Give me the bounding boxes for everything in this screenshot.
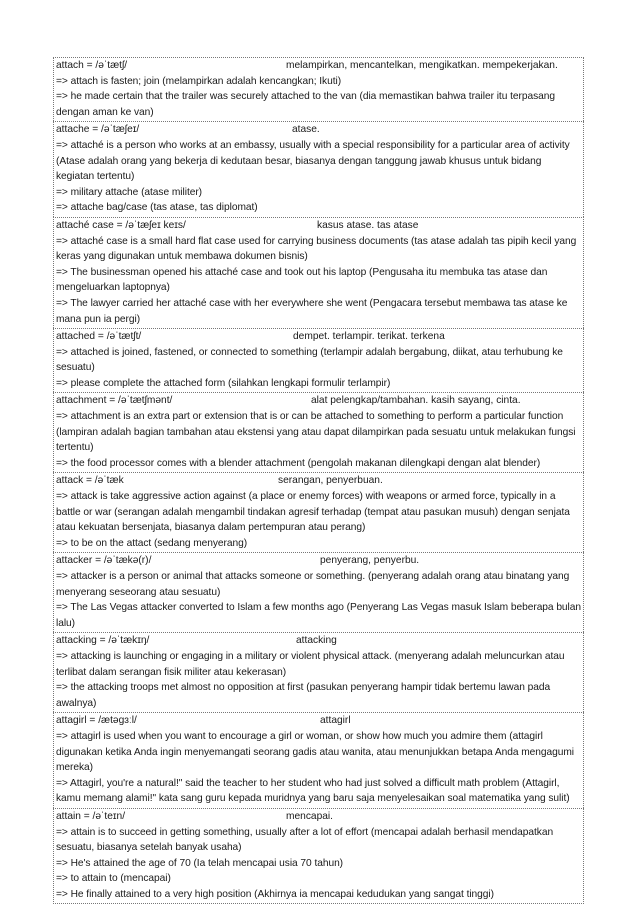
entry-headword-row [56, 633, 582, 649]
entry-line: => the food processor comes with a blender attachment (pengolah makanan dilengkapi dengan alat blender) [56, 457, 541, 469]
entry-headword-row [56, 393, 582, 409]
entry-headword-row [56, 473, 582, 489]
entry-headword-row [56, 713, 582, 729]
dictionary-entry [53, 552, 584, 632]
entry-line: => He's attained the age of 70 (Ia telah mencapai usia 70 tahun) [56, 857, 344, 869]
entry-translation: attagirl [320, 715, 351, 727]
entry-line: => The Las Vegas attacker converted to Islam a few months ago (Penyerang Las Vegas masuk Islam beberapa bulan lalu) [56, 602, 581, 629]
entry-line: => He finally attained to a very high position (Akhirnya ia mencapai kedudukan yang sangat tinggi) [56, 888, 494, 900]
entry-headword-row [56, 329, 582, 345]
entry-line: => attached is joined, fastened, or connected to something (terlampir adalah bergabung, diikat, atau terhubung ke sesuatu) [56, 346, 563, 374]
entry-term: attache = /əˈtæʃeɪ/ [56, 124, 140, 136]
dictionary-entry [53, 392, 584, 472]
entry-translation: penyerang, penyerbu. [320, 555, 420, 567]
entry-translation: kasus atase. tas atase [317, 219, 419, 231]
dictionary-entry [53, 217, 584, 328]
entry-line: => attach is fasten; join (melampirkan adalah kencangkan; Ikuti) [56, 75, 342, 87]
entry-translation: alat pelengkap/tambahan. kasih sayang, cinta. [311, 395, 521, 407]
entry-term: attain = /əˈteɪn/ [56, 810, 126, 822]
entry-translation: melampirkan, mencantelkan, mengikatkan. mempekerjakan. [286, 60, 558, 71]
entry-term: attachment = /əˈtætʃmənt/ [56, 395, 173, 407]
entry-term: attagirl = /ætəgɜːl/ [56, 715, 137, 727]
entry-line: => attaché is a person who works at an embassy, usually with a special responsibility for a particular area of activity (Atase adalah orang yang bekerja di kedutaan besar, biasanya dengan tanggung jawab khusus untuk bidang kegiatan tertentu) [56, 139, 570, 183]
entry-line: => attaché case is a small hard flat case used for carrying business documents (tas atase adalah tas pipih kecil yang keras yang digunakan untuk membawa dokumen bisnis) [56, 235, 577, 263]
dictionary-entry [53, 328, 584, 392]
entry-translation: mencapai. [286, 810, 334, 822]
entry-line: => military attache (atase militer) [56, 186, 203, 198]
entry-headword-row [56, 553, 582, 569]
entry-headword-row [56, 809, 582, 825]
entry-term: attack = /əˈtæk [56, 475, 124, 487]
dictionary-entry [53, 57, 584, 121]
entry-line: => attache bag/case (tas atase, tas diplomat) [56, 202, 258, 214]
entry-line: => please complete the attached form (silahkan lengkapi formulir terlampir) [56, 377, 391, 389]
dictionary-document [53, 57, 584, 904]
entry-headword-row [56, 58, 582, 74]
entry-line: => attack is take aggressive action against (a place or enemy forces) with weapons or armed force, typically in a battle or war (serangan adalah mengambil tindakan agresif terhadap (tempat atau pasukan musuh) dengan senjata atau kekuatan bersenjata, biasanya dalam pertempuran atau perang) [56, 491, 570, 534]
entry-headword-row [56, 122, 582, 138]
entry-line: => attagirl is used when you want to encourage a girl or woman, or show how much you admire them (attagirl digunakan ketika Anda ingin menyemangati seorang gadis atau wanita, atau menunjukkan betapa Anda mengagumi mereka) [56, 730, 575, 774]
entry-term: attacking = /əˈtækɪŋ/ [56, 635, 150, 647]
entry-line: => attacking is launching or engaging in a military or violent physical attack. (menyerang adalah meluncurkan atau terlibat dalam serangan fisik militer atau kekerasan) [56, 650, 565, 678]
entry-headword-row [56, 218, 582, 234]
entry-line: => The businessman opened his attaché case and took out his laptop (Pengusaha itu membuka tas atase dan mengeluarkan laptopnya) [56, 266, 548, 294]
dictionary-entry [53, 472, 584, 552]
entry-term: attaché case = /əˈtæʃeɪ keɪs/ [56, 219, 186, 231]
entry-term: attach = /əˈtætʃ/ [56, 60, 128, 71]
entry-line: => attacker is a person or animal that attacks someone or something. (penyerang adalah orang atau binatang yang menyerang seseorang atau sesuatu) [56, 571, 570, 598]
entry-term: attached = /əˈtætʃt/ [56, 331, 142, 343]
entry-translation: atase. [292, 124, 320, 136]
dictionary-entry [53, 808, 584, 904]
entry-line: => The lawyer carried her attaché case with her everywhere she went (Pengacara tersebut membawa tas atase ke mana pun ia pergi) [56, 297, 568, 325]
entry-line: => he made certain that the trailer was securely attached to the van (dia memastikan bahwa trailer itu terpasang dengan aman ke van) [56, 91, 555, 118]
entry-translation: dempet. terlampir. terikat. terkena [293, 331, 445, 343]
entry-term: attacker = /əˈtækə(r)/ [56, 555, 152, 567]
entry-translation: attacking [296, 635, 337, 647]
dictionary-entry [53, 712, 584, 808]
dictionary-entry [53, 121, 584, 217]
entry-translation: serangan, penyerbuan. [278, 475, 383, 487]
entry-line: => to attain to (mencapai) [56, 873, 171, 885]
entry-line: => attain is to succeed in getting something, usually after a lot of effort (mencapai adalah berhasil mendapatkan sesuatu, biasanya setelah banyak usaha) [56, 826, 554, 854]
entry-line: => Attagirl, you're a natural!" said the teacher to her student who had just solved a difficult math problem (Attagirl, kamu memang alami!" kata sang guru kepada muridnya yang baru saja menyelesaikan soal matematika yang sulit) [56, 777, 570, 805]
dictionary-entry [53, 632, 584, 712]
entry-line: => to be on the attact (sedang menyerang) [56, 537, 248, 549]
entry-line: => attachment is an extra part or extension that is or can be attached to something to perform a particular function (lampiran adalah bagian tambahan atau ekstensi yang atau dapat dilampirkan pada sesuatu untuk melakukan fungsi tertentu) [56, 411, 576, 454]
entry-line: => the attacking troops met almost no opposition at first (pasukan penyerang hampir tidak bertemu lawan pada awalnya) [56, 682, 551, 709]
